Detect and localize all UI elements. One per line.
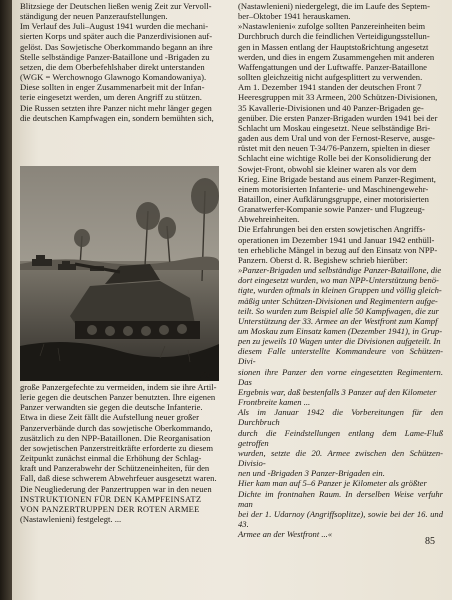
- quote-line: Unterstützung der 33. Armee an der Westfront zum Kampf: [238, 315, 438, 326]
- text-line: gaden aus dem Ural und von der Fernost-Reserve, ausge-: [238, 133, 435, 144]
- quote-line: mäßig unter Schützen-Divisionen und Regimentern aufge-: [238, 295, 438, 306]
- text-line: Diese sollten in enger Zusammenarbeit mit der Infan-: [20, 82, 205, 93]
- left-column-top: [20, 1, 220, 123]
- text-line: terie eingesetzt werden, um deren Angriff zu stützen.: [20, 92, 202, 103]
- text-line: Im Verlauf des Juli–August 1941 wurden die mechani-: [20, 21, 209, 32]
- text-line: ber–Oktober 1941 herauskamen.: [238, 11, 351, 22]
- text-line: einem motorisierten Infanterie- und Maschinengewehr-: [238, 183, 429, 194]
- text-line: Sowjet-Front, obwohl sie kleiner waren als vor dem: [238, 163, 417, 174]
- quote-line: nen und -Brigaden 3 Panzer-Brigaden ein.: [238, 468, 385, 479]
- text-line: Schlacht um Moskau eingesetzt. Neue selbständige Bri-: [238, 122, 431, 133]
- text-line: operationen im Dezember 1941 und Januar 1942 enthüll-: [238, 234, 435, 245]
- right-column: [238, 1, 443, 539]
- quote-line: »Panzer-Brigaden und selbständige Panzer-Bataillone, die: [238, 265, 442, 276]
- text-line: Panzerverbände durch das sowjetische Oberkommando,: [20, 422, 213, 433]
- text-line: Schlacht eine wichtige Rolle bei der Konsolidierung der: [238, 153, 432, 164]
- book-gutter-shadow: [0, 0, 12, 600]
- text-line: Krieg. Eine Brigade bestand aus einem Panzer-Regiment,: [238, 173, 436, 184]
- text-line: 35 Kavallerie-Divisionen und 40 Panzer-Brigaden ge-: [238, 102, 424, 113]
- text-line: Panzern. Oberst d. R. Begishew schrieb hierüber:: [238, 254, 408, 265]
- quote-line: um Moskau zum Einsatz kamen (Dezember 1941), in Grup-: [238, 326, 443, 336]
- text-line: Die Russen setzten ihre Panzer nicht mehr länger gegen: [20, 102, 212, 113]
- text-line: Blitzsiege der Deutschen ließen wenig Zeit zur Vervoll-: [20, 1, 212, 11]
- quote-line: teilt. So wurden zum Beispiel alle 50 Kampfwagen, die zur: [238, 305, 439, 316]
- text-line: INSTRUKTIONEN FÜR DEN KAMPFEINSATZ: [20, 493, 202, 504]
- text-line: gen in Massen entlang der Hauptstoßrichtung angesetzt: [238, 41, 429, 52]
- quote-line: Armee an der Westfront ...«: [238, 529, 333, 540]
- text-line: kraft und Panzerabwehr der Schützeneinheiten, für den: [20, 463, 210, 474]
- text-line: (Nastawlenieni) niedergelegt, die im Laufe des Septem-: [238, 1, 430, 11]
- text-line: Abwehreinheiten.: [238, 214, 300, 225]
- text-line: Fall, daß diese schwerem Abwehrfeuer ausgesetzt waren.: [20, 473, 217, 484]
- text-line: Waffengattungen und der Luftwaffe. Panzer-Bataillone: [238, 61, 427, 72]
- text-line: der sowjetischen Panzerstreitkräfte erforderte zu diesem: [20, 442, 214, 453]
- text-line: Bataillon, einer Aufklärungsgruppe, einer motorisierten: [238, 193, 429, 204]
- page-number: 85: [425, 536, 435, 547]
- text-line: Granatwerfer-Kompanie sowie Panzer- und Flugzeug-: [238, 204, 425, 215]
- text-line: werden, und dies in engem Zusammengehen mit anderen: [238, 51, 435, 62]
- text-line: Heeresgruppen mit 33 Armeen, 200 Schützen-Divisionen,: [238, 92, 438, 103]
- text-line: ten erhebliche Mängel in bezug auf den Einsatz von NPP-: [238, 244, 438, 255]
- quote-line: Als im Januar 1942 die Vorbereitungen für den Durchbruch: [238, 407, 443, 428]
- quote-line: wurden, setzte die 20. Armee zwischen den Schützen-Divisio-: [238, 447, 443, 469]
- text-line: lerie gegen die deutschen Panzer benutzten. Ihre eigenen: [20, 392, 216, 403]
- quote-line: Frontbreite kamen ...: [238, 397, 311, 408]
- quote-line: Dichte im frontnahen Raum. In derselben Weise verfuhr man: [238, 488, 443, 509]
- text-line: setzen, die dem Oberbefehlshaber direkt unterstanden: [20, 61, 205, 72]
- text-line: Etwa in diese Zeit fällt die Aufstellung neuer großer: [20, 412, 199, 423]
- quote-line: pen zu jeweils 10 Wagen unter die Divisionen aufgeteilt. In: [238, 336, 441, 347]
- text-line: Zeitpunkt zunächst einmal die Erhöhung der Schlag-: [20, 453, 202, 464]
- text-line: große Panzergefechte zu vermeiden, indem sie ihre Artil-: [20, 382, 217, 392]
- quote-line: dort eingesetzt wurden, wo man NPP-Unterstützung benö-: [238, 275, 439, 286]
- quote-line: tigte, wurden oftmals in kleinen Gruppen und völlig gleich-: [238, 285, 442, 296]
- quote-line: bei der 1. Udarnoy (Angriffsoplitze), sowie bei der 16. und 43.: [238, 508, 443, 529]
- book-page: [12, 0, 452, 600]
- tank-photo: [20, 166, 219, 381]
- text-line: Panzer verwandten sie gegen die deutsche Infanterie.: [20, 402, 203, 413]
- text-line: Stelle selbständige Panzer-Bataillone und -Brigaden zu: [20, 51, 210, 62]
- text-line: Durchbruch durch die feindlichen Verteidigungsstellun-: [238, 31, 430, 42]
- quote-line: Hier kam man auf 5–6 Panzer je Kilometer als größter: [238, 478, 427, 489]
- text-line: (Nastawlenieni) festgelegt. ...: [20, 514, 122, 525]
- text-line: (WGK = Werchownogo Glawnogo Komandowaniya).: [20, 72, 207, 83]
- text-line: VON PANZERTRUPPEN DER ROTEN ARMEE: [20, 503, 200, 514]
- text-line: rüstet mit den neuen T-34/76-Panzern, spielten in dieser: [238, 143, 430, 154]
- text-line: Die Neugliederung der Panzertruppen war in den neuen: [20, 483, 212, 494]
- figure-number: 50: [200, 370, 210, 380]
- text-line: Am 1. Dezember 1941 standen der deutschen Front 7: [238, 82, 422, 93]
- quote-line: durch die Feindstellungen entlang dem Lame-Fluß getroffen: [238, 427, 443, 448]
- text-line: sierten Korps und später auch die Panzerdivisionen auf-: [20, 31, 213, 42]
- quote-line: Ergebnis war, daß bestenfalls 3 Panzer auf den Kilometer: [238, 386, 437, 397]
- left-column-bottom: [20, 382, 220, 524]
- text-line: »Nastawlenieni« zufolge sollten Panzereinheiten beim: [238, 21, 426, 32]
- text-line: genüber. Die ersten Panzer-Brigaden wurden 1941 bei der: [238, 112, 438, 123]
- text-line: zusätzlich zu den NPP-Bataillonen. Die Reorganisation: [20, 432, 211, 443]
- text-line: sollten gleichzeitig nicht aufgesplittert zu verwenden.: [238, 72, 423, 83]
- text-line: Die Erfahrungen bei den ersten sowjetischen Angriffs-: [238, 224, 426, 235]
- text-line: gelöst. Das Sowjetische Oberkommando begann an ihre: [20, 41, 213, 52]
- text-line: die deutschen Kampfwagen ein, sondern bemühten sich,: [20, 112, 214, 123]
- text-line: ständigung der neuen Panzeraufstellungen.: [20, 11, 168, 22]
- quote-line: diesem Falle unterstellte Kommandeure von Schützen-Divi-: [238, 346, 443, 367]
- quote-line: sionen ihre Panzer den vorne eingesetzten Regimentern. Das: [238, 366, 443, 387]
